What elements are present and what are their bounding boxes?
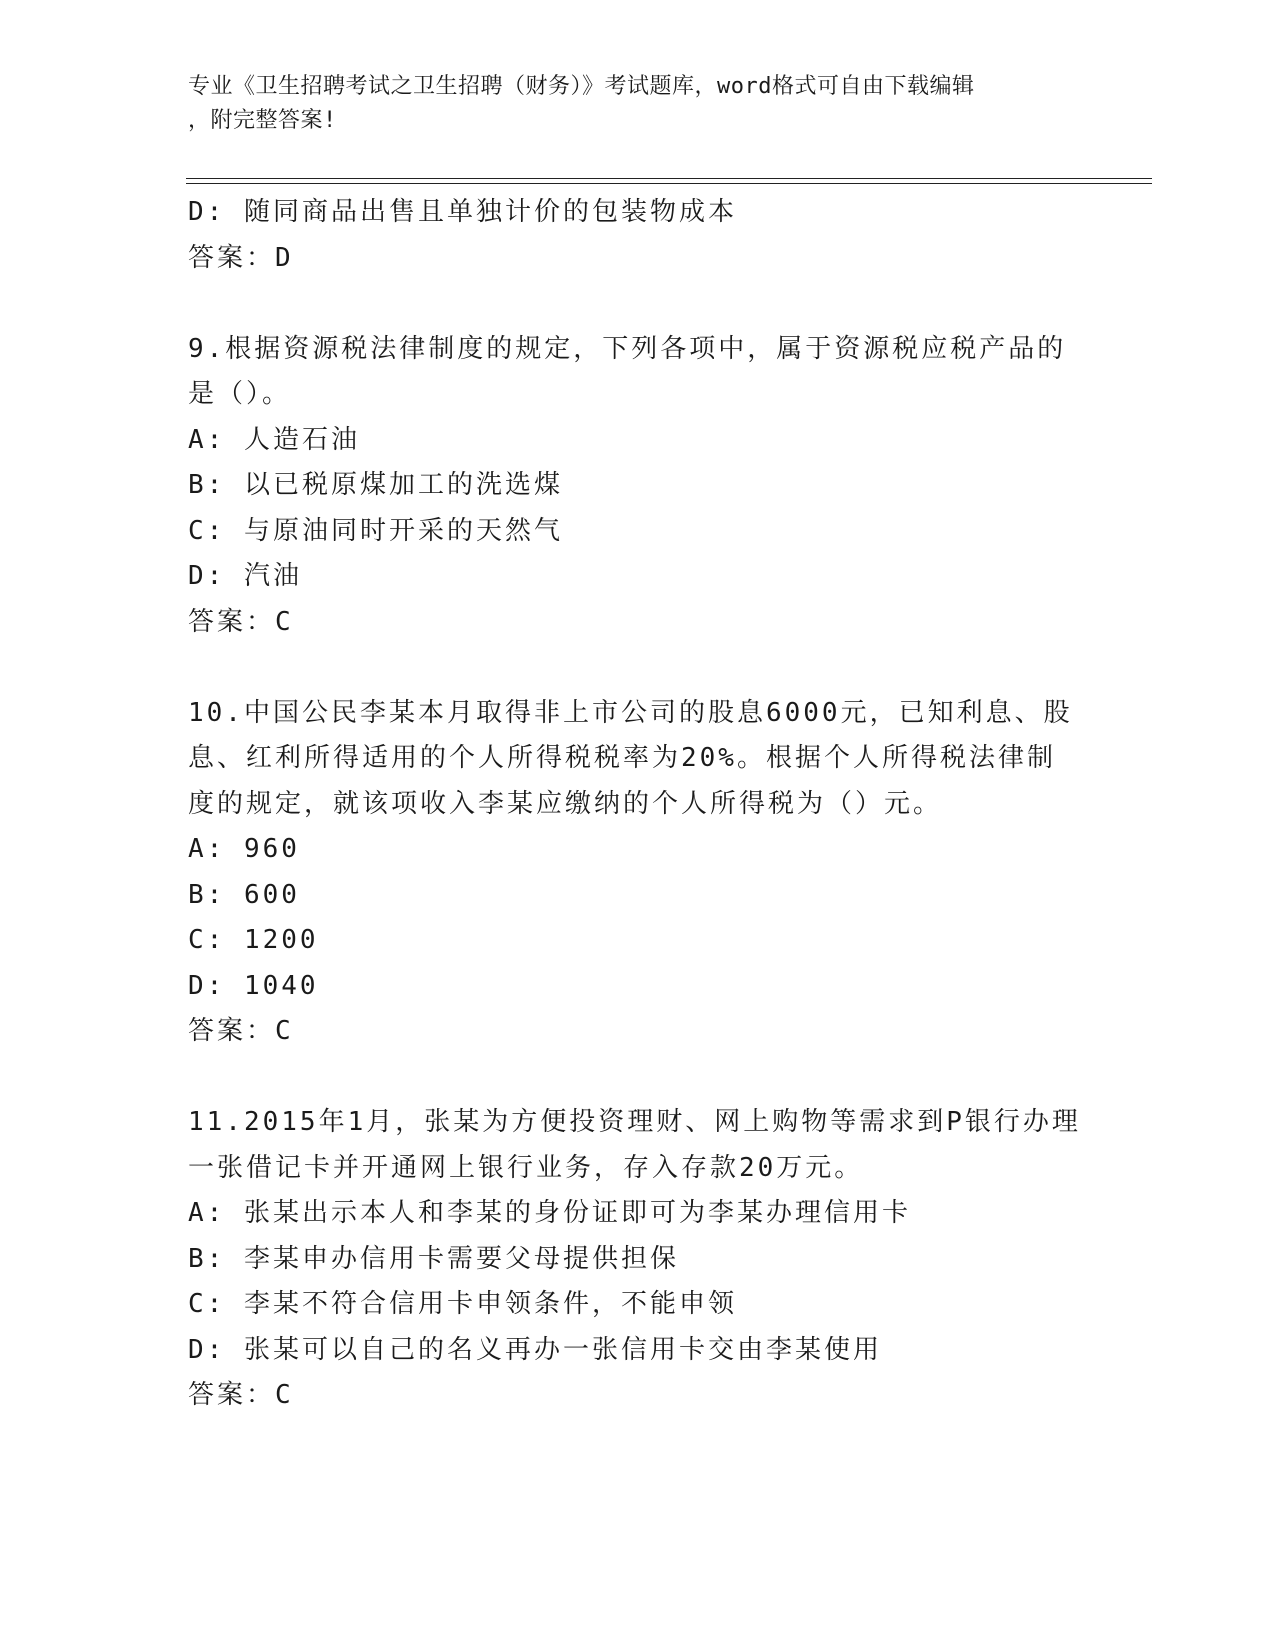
question-11 xyxy=(188,1100,1088,1419)
option-b: B: 600 xyxy=(188,879,300,910)
option-d: D: 1040 xyxy=(188,970,319,1001)
question-stem: 一张借记卡并开通网上银行业务，存入存款20万元。 xyxy=(188,1152,864,1183)
prev-answer: 答案：D xyxy=(188,242,294,273)
option-a: A: 960 xyxy=(188,834,300,864)
question-10 xyxy=(188,691,1088,1055)
header-divider-top xyxy=(186,178,1152,179)
question-stem: 是（）。 xyxy=(188,379,292,409)
answer: 答案：C xyxy=(188,1016,294,1046)
option-a: A: 张某出示本人和李某的身份证即可为李某办理信用卡 xyxy=(188,1198,911,1228)
option-c: C: 李某不符合信用卡申领条件，不能申领 xyxy=(188,1289,737,1319)
option-b: B: 以已税原煤加工的洗选煤 xyxy=(188,470,563,500)
answer: 答案：C xyxy=(188,606,294,637)
prev-option-d: D: 随同商品出售且单独计价的包装物成本 xyxy=(188,197,737,227)
question-content xyxy=(188,190,1088,1419)
question-stem: 息、红利所得适用的个人所得税税率为20%。根据个人所得税法律制 xyxy=(188,743,1056,773)
option-d: D: 张某可以自己的名义再办一张信用卡交由李某使用 xyxy=(188,1334,882,1365)
answer: 答案：C xyxy=(188,1380,294,1410)
option-c: C: 与原油同时开采的天然气 xyxy=(188,515,563,546)
option-a: A: 人造石油 xyxy=(188,424,360,455)
document-header xyxy=(188,70,1068,138)
header-line-1: 专业《卫生招聘考试之卫生招聘（财务）》考试题库，word格式可自由下载编辑 xyxy=(188,74,975,99)
question-9 xyxy=(188,327,1088,646)
header-line-2: ，附完整答案! xyxy=(188,108,337,133)
question-stem: 9.根据资源税法律制度的规定，下列各项中，属于资源税应税产品的 xyxy=(188,333,1067,364)
spacer xyxy=(188,645,1088,691)
spacer xyxy=(188,1055,1088,1101)
option-c: C: 1200 xyxy=(188,925,319,955)
option-d: D: 汽油 xyxy=(188,561,302,591)
option-b: B: 李某申办信用卡需要父母提供担保 xyxy=(188,1243,679,1274)
header-divider-bottom xyxy=(186,183,1152,184)
question-stem: 10.中国公民李某本月取得非上市公司的股息6000元，已知利息、股 xyxy=(188,697,1073,728)
question-stem: 11.2015年1月，张某为方便投资理财、网上购物等需求到P银行办理 xyxy=(188,1107,1081,1137)
question-stem: 度的规定，就该项收入李某应缴纳的个人所得税为（）元。 xyxy=(188,788,943,819)
spacer xyxy=(188,281,1088,327)
